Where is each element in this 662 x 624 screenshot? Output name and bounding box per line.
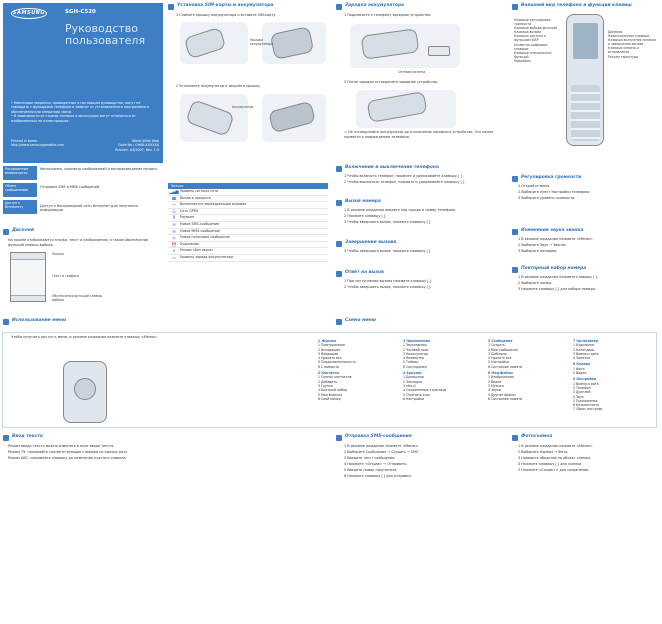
section-marker-icon xyxy=(3,229,9,235)
table-row: ▭ Уровень заряда аккумулятора xyxy=(168,255,328,262)
section-display: Дисплей xyxy=(3,228,34,235)
battery-insert-icon xyxy=(185,99,235,137)
redial-steps: 1 В режиме ожидания нажмите клавишу [ ]. 2 Выберите номер. 3 Нажмите клавишу [ ] для набора номера. xyxy=(518,275,598,291)
phone-closed-icon xyxy=(361,28,420,60)
charge-illustration-2 xyxy=(356,90,456,128)
sms-icon: ✉ xyxy=(172,221,176,227)
section-ringtone: Изменение звука звонка xyxy=(512,228,583,235)
menu-col-1: 1 Журнал 1 Пропущенные 2 Исходящие 3 Входящие 4 Удалить все 5 Продолжительность 6 Стоимость 2 Контакты 1 Список контактов 2 Добавить 3 Группа 4 Быстрый набор 5 Моя визитка 6 Свой номер xyxy=(318,339,356,401)
sim-step-1: 1 Снимите крышку аккумулятора и вставьте SIM-карту. xyxy=(176,13,277,17)
photo-steps: 1 В режиме ожидания нажмите <Меню>. 2 Выберите Камера → Фото. 3 Наведите объектив на объект съемки. 4 Нажмите клавишу [ ] для съемки. 5 Нажмите <Сохран.> для сохранения. xyxy=(518,444,594,472)
section-marker-icon xyxy=(336,4,342,10)
table-row: ✉ Новое MMS-сообщение xyxy=(168,229,328,236)
keypad-icon xyxy=(571,85,600,141)
silent-icon: ✕ xyxy=(172,248,176,254)
charge-illustration-1 xyxy=(350,24,460,68)
roaming-icon: R xyxy=(172,215,176,221)
charge-note: ⚠ Не отсоединяйте аккумулятор до отключения зарядного устройства. Это может привести к повреждению телефона. xyxy=(344,130,494,139)
section-onoff: Включение и выключение телефона xyxy=(336,165,439,172)
answer-steps: 1 При поступлении вызова нажмите клавишу [ ]. 2 Чтобы завершить вызов, нажмите клавишу [ ]. xyxy=(344,279,432,289)
display-text: На экране отображаются значки, текст и изображения, а также обозначения функций клавиш выбора. xyxy=(8,238,148,247)
warning-icon: ⚠ xyxy=(344,130,349,134)
display-label-text: Текст и графика xyxy=(52,274,80,278)
icon-table-header: Значки xyxy=(168,183,328,189)
table-row: ⏰ Будильник xyxy=(168,242,328,249)
text-input-info: Режим ввода текста можно изменить в поле ввода текста. Режим Т9: нажимайте соответствующие клавиши по одному разу. Режим АВС: нажимайте клавишу до появления нужного символа. xyxy=(8,444,129,460)
phone-back-icon xyxy=(184,27,227,60)
section-sms: Отправка SMS-сообщения xyxy=(336,434,412,441)
section-menu-map: Схема меню xyxy=(336,318,376,325)
section-photo: Фотосъемка xyxy=(512,434,552,441)
model-name: SGH-C520 xyxy=(65,9,96,15)
layout-callouts-right: Динамик Навигационные клавиши Клавиша включения питания и завершения вызова Клавиша отмены и исправления Разъем гарнитуры xyxy=(608,30,657,59)
charger-icon xyxy=(428,46,450,56)
section-charge: Зарядка аккумулятора xyxy=(336,3,404,10)
sim-illustration-4 xyxy=(262,94,326,142)
section-end: Завершение вызова xyxy=(336,240,396,247)
phone-front-illustration xyxy=(566,14,604,146)
table-row: ✕ Режим «Без звука» xyxy=(168,248,328,255)
cover-footer: Printed in Korea http://www.samsungmobile.com World Wide Web Code No.: GH68-XXXXXA Russian. 04/2007. Rev. 1.0 xyxy=(11,139,159,152)
table-row: ☎ Вызов в процессе xyxy=(168,196,328,203)
section-marker-icon xyxy=(336,319,342,325)
menu-col-4: 7 Органайзер 1 Будильник 2 Календарь 3 Время и дата 4 Заметки 8 Камера 1 Фото 2 Видео 9 Настройки 1 Время и дата 2 Телефон 3 Дисплей 4 Звук 5 Приложения 6 Безопасность 7 Сброс настроек xyxy=(573,339,603,412)
call-icon: ☎ xyxy=(171,195,177,201)
charge-step-2: 2 После зарядки отсоедините зарядное устройство. xyxy=(344,80,439,84)
table-row: G Сеть GPRS xyxy=(168,209,328,216)
phone-screen xyxy=(573,23,598,59)
section-marker-icon xyxy=(336,166,342,172)
section-redial: Повторный набор номера xyxy=(512,266,586,273)
sms-steps: 1 В режиме ожидания нажмите <Меню>. 2 Выберите Сообщения → Создать → SMS. 3 Введите текст сообщения. 4 Нажмите <Опции> → Отправить. 5 Введите номер получателя. 6 Нажмите клавишу [ ] для отправки. xyxy=(344,444,420,478)
menu-col-3: 5 Сообщения 1 Создать 2 Мои сообщения 3 Шаблоны 4 Удалить все 5 Настройки 6 Состояние памяти 6 Мои файлы 1 Изображения 2 Видео 3 Музыка 4 Звуки 5 Другие файлы 6 Состояние памяти xyxy=(488,339,523,401)
table-row: ↪ Выполняется переадресация вызовов xyxy=(168,202,328,209)
tag-advanced: Расширенные возможности xyxy=(3,166,37,180)
menu-panel xyxy=(2,332,657,428)
menu-use-text: Чтобы получить доступ к меню, в режиме ожидания нажмите клавишу <Меню>. xyxy=(11,335,158,339)
battery-icon: ▭ xyxy=(172,254,176,260)
table-row: ▂▄▆ Уровень сигнала сети xyxy=(168,189,328,196)
layout-callouts-left: Клавиши регулировки громкости Клавиши выбора функций Клавиша вызова Клавиша доступа к функциям WAP Буквенно-цифровые клавиши Клавиши специальных функций Микрофон xyxy=(514,18,558,63)
table-row: R Роуминг xyxy=(168,215,328,222)
sim-illustration-3 xyxy=(180,94,248,142)
section-marker-icon xyxy=(3,319,9,325)
section-marker-icon xyxy=(512,229,518,235)
section-layout: Внешний вид телефона и функции клавиш xyxy=(512,3,632,10)
cover-close-icon xyxy=(268,101,316,134)
sim-callout-cover: Крышка аккумулятора xyxy=(250,38,274,47)
call-steps: 1 В режиме ожидания введите код города и номер телефона. 2 Нажмите клавишу [ ]. 3 Чтобы завершить вызов, нажмите клавишу [ ]. xyxy=(344,208,457,224)
charge-callout-socket: Сетевая розетка xyxy=(398,70,426,74)
section-marker-icon xyxy=(512,267,518,273)
display-label-icons: Значки xyxy=(52,252,64,256)
cover-notes: • Некоторые сведения, приведенные в настоящем руководстве, могут не совпадать с функциями телефона и зависят от установленного программного обеспечения или оператора связи. • В зависимости от страны телефон и аксессуары могут отличаться от изображенных на иллюстрациях. xyxy=(11,101,150,123)
tag-messaging: Обмен сообщениями xyxy=(3,183,37,197)
section-marker-icon xyxy=(512,176,518,182)
forward-icon: ↪ xyxy=(172,202,176,208)
ringtone-steps: 1 В режиме ожидания нажмите <Меню>. 2 Выберите Звук → Звонок. 3 Выберите мелодию. xyxy=(518,237,594,253)
sim-illustration-1 xyxy=(180,22,248,64)
tag-internet: Доступ к Интернету xyxy=(3,200,37,214)
section-marker-icon xyxy=(512,4,518,10)
table-row: ◎ Новое голосовое сообщение xyxy=(168,235,328,242)
menu-phone-illustration xyxy=(63,361,107,423)
samsung-logo: SAMSUNG xyxy=(11,8,47,19)
icon-table xyxy=(168,183,328,262)
nav-key-icon xyxy=(74,378,96,400)
section-sim: Установка SIM-карты и аккумулятора xyxy=(168,3,273,10)
sim-step-2: 2 Установите аккумулятор и закройте крышку. xyxy=(176,84,261,88)
display-diagram xyxy=(10,252,46,302)
table-row: ✉ Новое SMS-сообщение xyxy=(168,222,328,229)
mms-icon: ✉ xyxy=(172,228,176,234)
cover-panel xyxy=(3,3,163,163)
section-volume: Регулировка громкости xyxy=(512,175,581,182)
section-marker-icon xyxy=(512,435,518,441)
volume-steps: 1 Откройте меню. 2 Выберите пункт Настройки телефона. 3 Выберите уровень громкости. xyxy=(518,184,591,200)
onoff-steps: 1 Чтобы включить телефон, нажмите и удерживайте клавишу [ ]. 2 Чтобы выключить телефон, нажмите и удерживайте клавишу [ ]. xyxy=(344,174,466,184)
section-marker-icon xyxy=(336,435,342,441)
sim-callout-battery: Аккумулятор xyxy=(232,105,254,109)
menu-col-2: 3 Приложения 1 Звукозапись 2 Часовой пояс 3 Калькулятор 4 Конвертер 5 Таймер 6 Секундомер 4 Браузер 1 Домашняя 2 Закладки 3 http:// 4 Сохраненные страницы 5 Очистить кэш 6 Настройки xyxy=(403,339,447,401)
display-softkey-bar xyxy=(11,295,45,301)
feature-texts: Фотосъемка, просмотр изображений и воспроизведение музыки. Отправка SMS и MMS сообщений. Доступ к беспроводной сети Интернет для получения информации. xyxy=(40,167,158,213)
section-menu-use: Использование меню xyxy=(3,318,66,325)
display-label-softkeys: Обозначения функций клавиш выбора xyxy=(52,294,103,303)
charge-step-1: 1 Подключите к телефону зарядное устройство. xyxy=(344,13,432,17)
section-text: Ввод текста xyxy=(3,434,43,441)
end-steps: 3 Чтобы завершить вызов, нажмите клавишу [ ]. xyxy=(344,249,432,253)
phone-unplug-icon xyxy=(367,91,428,123)
section-marker-icon xyxy=(336,241,342,247)
display-icon-bar xyxy=(11,253,45,260)
signal-icon: ▂▄▆ xyxy=(169,189,179,194)
voicemail-icon: ◎ xyxy=(172,235,176,241)
cover-title: Руководство пользователя xyxy=(65,22,146,47)
section-marker-icon xyxy=(168,4,174,10)
section-marker-icon xyxy=(336,271,342,277)
gprs-icon: G xyxy=(172,208,176,214)
feature-tags xyxy=(3,166,37,217)
section-marker-icon xyxy=(3,435,9,441)
section-marker-icon xyxy=(336,200,342,206)
section-answer: Ответ на вызов xyxy=(336,270,384,277)
section-call: Вызов номера xyxy=(336,199,381,206)
alarm-icon: ⏰ xyxy=(171,241,177,247)
